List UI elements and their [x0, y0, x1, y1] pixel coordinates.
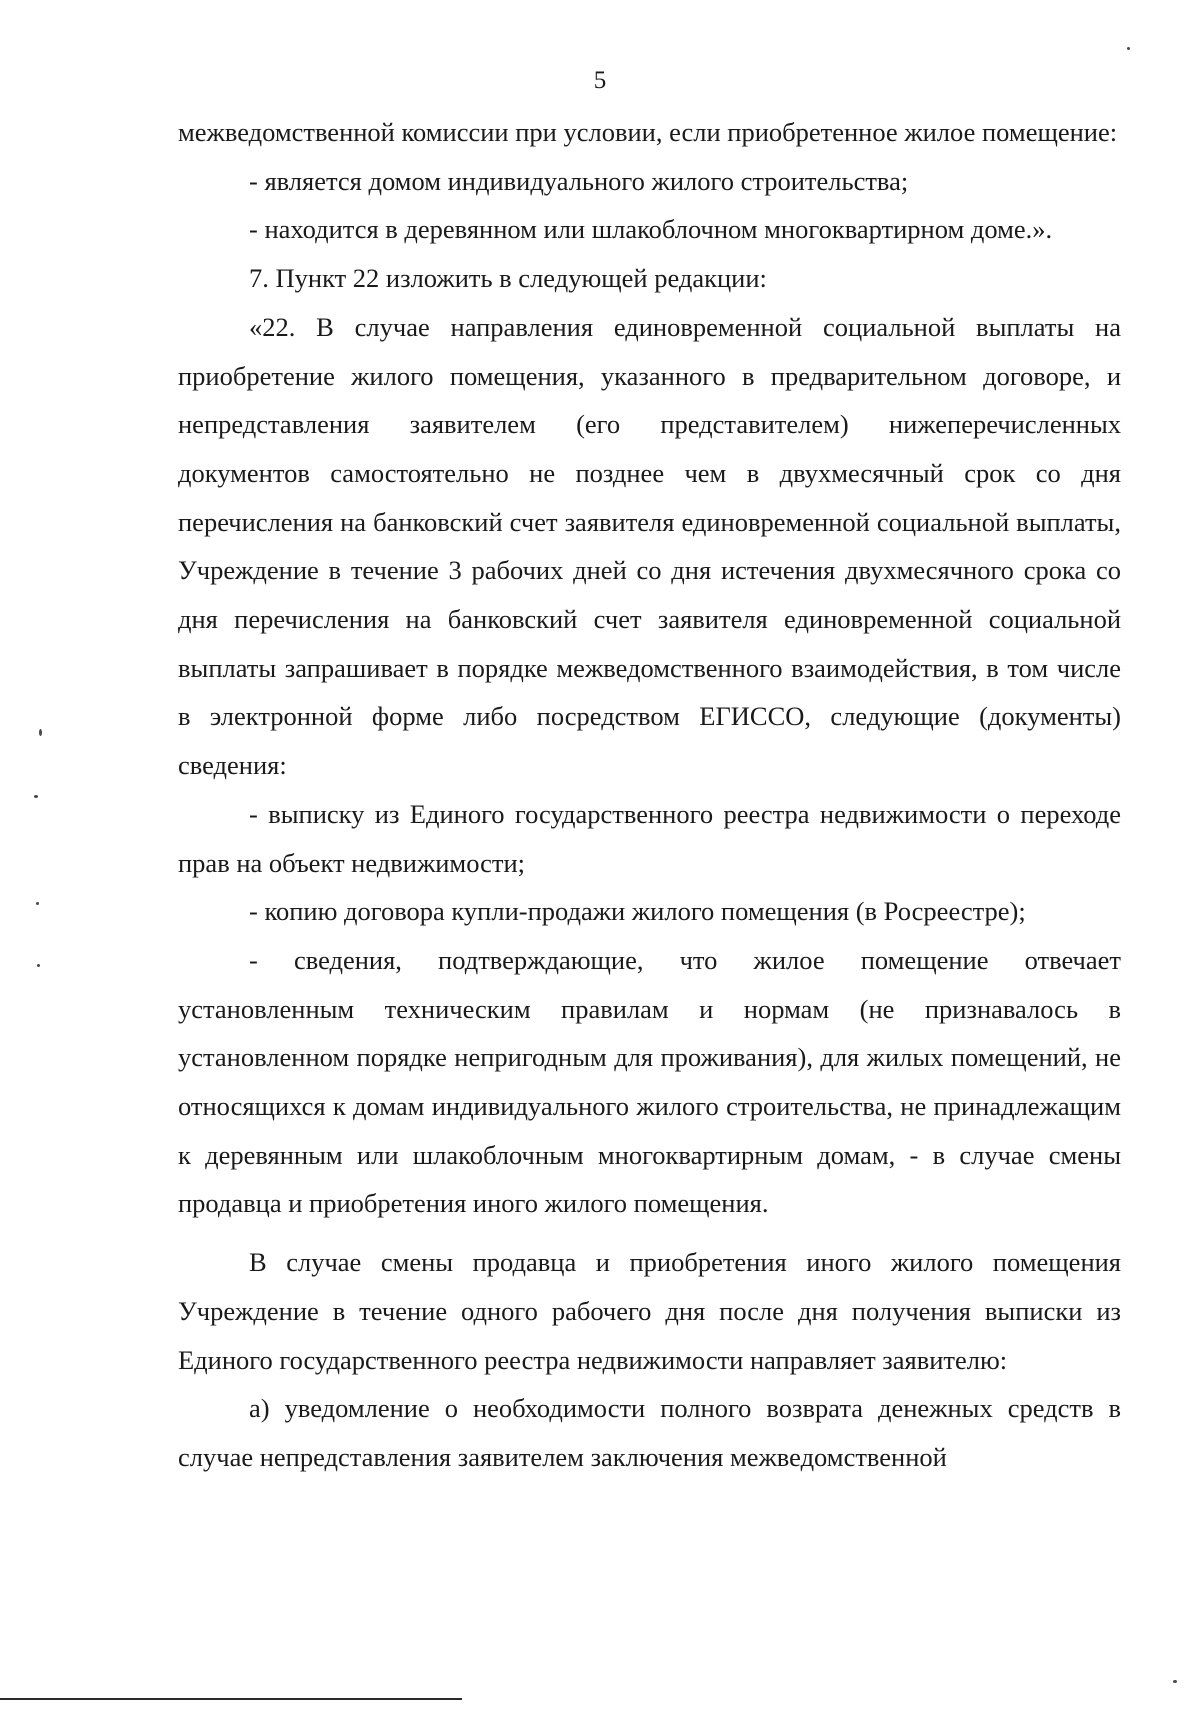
- paragraph: В случае смены продавца и приобретения иного жилого помещения Учреждение в течение одного рабочего дня после дня получения выписки из Единого государственного реестра недвижимости направляет заявителю:: [178, 1247, 1121, 1375]
- document-body: [178, 108, 1121, 1482]
- scan-speck: [37, 964, 40, 967]
- page-number: 5: [593, 67, 607, 94]
- scan-speck: [36, 902, 39, 905]
- paragraph: - является домом индивидуального жилого строительства;: [249, 165, 909, 196]
- paragraph: - находится в деревянном или шлакоблочном многоквартирном доме.».: [249, 214, 1053, 245]
- scan-speck: [1173, 1680, 1177, 1683]
- paragraph: - сведения, подтверждающие, что жилое помещение отвечает установленным техническим правилам и нормам (не признавалось в установленном порядке непригодным для проживания), для жилых помещений, не относящихся к домам индивидуального жилого строительства, не принадлежащим к деревянным или шлакоблочным многоквартирным домам, - в случае смены продавца и приобретения иного жилого помещения.: [178, 944, 1121, 1219]
- scan-speck: [39, 729, 42, 736]
- scan-speck: [1127, 47, 1130, 50]
- paragraph: 7. Пункт 22 изложить в следующей редакции:: [249, 263, 767, 294]
- scan-speck: [34, 795, 38, 798]
- paragraph: «22. В случае направления единовременной социальной выплаты на приобретение жилого помещения, указанного в предварительном договоре, и непредставления заявителем (его представителем) нижеперечисленных документов самостоятельно не позднее чем в двухмесячный срок со дня перечисления на банковский счет заявителя единовременной социальной выплаты, Учреждение в течение 3 рабочих дней со дня истечения двухмесячного срока со дня перечисления на банковский счет заявителя единовременной социальной выплаты запрашивает в порядке межведомственного взаимодействия, в том числе в электронной форме либо посредством ЕГИССО, следующие (документы) сведения:: [178, 311, 1121, 781]
- paragraph: а) уведомление о необходимости полного возврата денежных средств в случае непредставления заявителем заключения межведомственной: [178, 1393, 1121, 1472]
- paragraph: - копию договора купли-продажи жилого помещения (в Росреестре);: [249, 896, 1026, 927]
- paragraph: межведомственной комиссии при условии, если приобретенное жилое помещение:: [178, 117, 1118, 147]
- paragraph: - выписку из Единого государственного реестра недвижимости о переходе прав на объект недвижимости;: [178, 798, 1121, 878]
- page-bottom-edge: [0, 1698, 462, 1700]
